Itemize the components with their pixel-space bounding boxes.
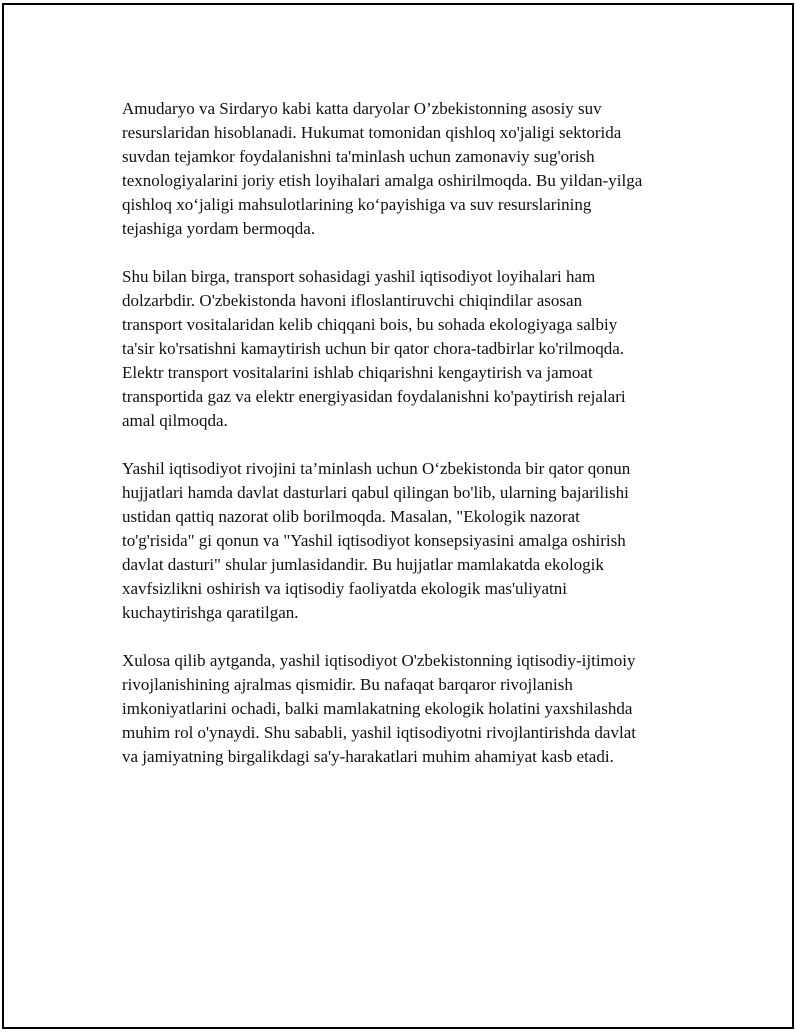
text-line: Elektr transport vositalarini ishlab chiqarishni kengaytirish va jamoat: [122, 363, 593, 382]
text-line: transport vositalaridan kelib chiqqani bois, bu sohada ekologiyaga salbiy: [122, 315, 618, 334]
page-frame: [2, 3, 794, 1029]
text-line: ustidan qattiq nazorat olib borilmoqda. Masalan, "Ekologik nazorat: [122, 507, 580, 526]
text-line: ta'sir ko'rsatishni kamaytirish uchun bir qator chora-tadbirlar ko'rilmoqda.: [122, 339, 625, 358]
text-line: qishloq xo‘jaligi mahsulotlarining ko‘payishiga va suv resurslarining: [122, 195, 592, 214]
text-line: davlat dasturi" shular jumlasidandir. Bu hujjatlar mamlakatda ekologik: [122, 555, 604, 574]
paragraph-4: [122, 649, 702, 769]
document-body: [122, 97, 702, 793]
text-line: dolzarbdir. O'zbekistonda havoni ifloslantiruvchi chiqindilar asosan: [122, 291, 583, 310]
paragraph-3: [122, 457, 702, 625]
text-line: hujjatlari hamda davlat dasturlari qabul qilingan bo'lib, ularning bajarilishi: [122, 483, 629, 502]
paragraph-1: [122, 97, 702, 241]
text-line: resurslaridan hisoblanadi. Hukumat tomonidan qishloq xo'jaligi sektorida: [122, 123, 622, 142]
text-line: Xulosa qilib aytganda, yashil iqtisodiyot O'zbekistonning iqtisodiy-ijtimoiy: [122, 651, 636, 670]
text-line: tejashiga yordam bermoqda.: [122, 219, 316, 238]
text-line: suvdan tejamkor foydalanishni ta'minlash uchun zamonaviy sug'orish: [122, 147, 595, 166]
text-line: xavfsizlikni oshirish va iqtisodiy faoliyatda ekologik mas'uliyatni: [122, 579, 567, 598]
text-line: kuchaytirishga qaratilgan.: [122, 603, 299, 622]
text-line: to'g'risida" gi qonun va "Yashil iqtisodiyot konsepsiyasini amalga oshirish: [122, 531, 626, 550]
text-line: va jamiyatning birgalikdagi sa'y-harakatlari muhim ahamiyat kasb etadi.: [122, 747, 614, 766]
text-line: rivojlanishining ajralmas qismidir. Bu nafaqat barqaror rivojlanish: [122, 675, 573, 694]
text-line: muhim rol o'ynaydi. Shu sababli, yashil iqtisodiyotni rivojlantirishda davlat: [122, 723, 636, 742]
text-line: Shu bilan birga, transport sohasidagi yashil iqtisodiyot loyihalari ham: [122, 267, 596, 286]
text-line: transportida gaz va elektr energiyasidan foydalanishni ko'paytirish rejalari: [122, 387, 626, 406]
paragraph-2: [122, 265, 702, 433]
text-line: Yashil iqtisodiyot rivojini ta’minlash uchun O‘zbekistonda bir qator qonun: [122, 459, 631, 478]
text-line: Amudaryo va Sirdaryo kabi katta daryolar O’zbekistonning asosiy suv: [122, 99, 602, 118]
text-line: imkoniyatlarini ochadi, balki mamlakatning ekologik holatini yaxshilashda: [122, 699, 633, 718]
text-line: texnologiyalarini joriy etish loyihalari amalga oshirilmoqda. Bu yildan-yilga: [122, 171, 643, 190]
text-line: amal qilmoqda.: [122, 411, 228, 430]
